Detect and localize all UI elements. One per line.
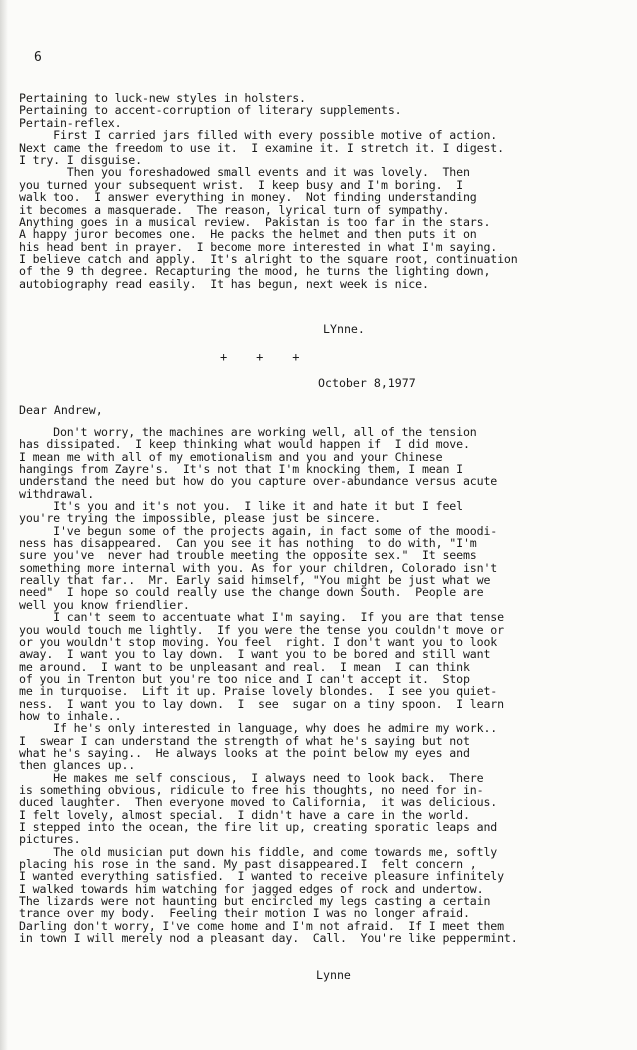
- letter-line: really that far.. Mr. Early said himself, "You might be just what we: [19, 573, 491, 588]
- letter-line: sure you've never had trouble meeting the opposite sex." It seems: [19, 548, 477, 563]
- letter-line: I felt lovely, almost special. I didn't have a care in the world.: [19, 807, 470, 822]
- letter-line: placing his rose in the sand. My past disappeared.I felt concern ,: [19, 857, 477, 872]
- letter-date: October 8,1977: [318, 376, 416, 390]
- letter-line: I wanted everything satisfied. I wanted to receive pleasure infinitely: [19, 869, 504, 884]
- letter-line: It's you and it's not you. I like it and hate it but I feel: [19, 499, 463, 514]
- letter-line: away. I want you to lay down. I want you to be bored and still want: [19, 647, 491, 662]
- letter-line: something more internal with you. As for your children, Colorado isn't: [19, 560, 498, 575]
- poem-line: Anything goes in a musical review. Pakistan is too far in the stars.: [19, 214, 491, 229]
- poem-line: I try. I disguise.: [19, 152, 142, 167]
- poem-line: Pertaining to accent-corruption of literary supplements.: [19, 103, 402, 118]
- letter-line: The old musician put down his fiddle, and come towards me, softly: [19, 844, 498, 859]
- poem-line: Then you foreshadowed small events and it was lovely. Then: [19, 165, 470, 180]
- letter-line: hangings from Zayre's. It's not that I'm knocking them, I mean I: [19, 462, 463, 477]
- poem-line: autobiography read easily. It has begun, next week is nice.: [19, 276, 429, 291]
- poem-signature: LYnne.: [323, 322, 365, 336]
- letter-line: or you wouldn't stop moving. You feel right. I don't want you to look: [19, 634, 498, 649]
- letter-line: withdrawal.: [19, 486, 95, 501]
- letter-line: of you in Trenton but you're too nice and I can't accept it. Stop: [19, 671, 470, 686]
- letter-line: duced laughter. Then everyone moved to California, it was delicious.: [19, 795, 498, 810]
- letter-line: me in turquoise. Lift it up. Praise lovely blondes. I see you quiet-: [19, 684, 498, 699]
- letter-line: what he's saying.. He always looks at the point below my eyes and: [19, 745, 470, 760]
- letter-line: I can't seem to accentuate what I'm saying. If you are that tense: [19, 610, 504, 625]
- poem-line: I believe catch and apply. It's alright to the square root, continuation: [19, 252, 518, 267]
- poem-text: [19, 92, 518, 290]
- letter-line: you would touch me lightly. If you were the tense you couldn't move or: [19, 622, 504, 637]
- letter-line: I've begun some of the projects again, in fact some of the moodi-: [19, 523, 498, 538]
- poem-line: his head bent in prayer. I become more interested in what I'm saying.: [19, 239, 498, 254]
- letter-line: ness has disappeared. Can you see it has nothing to do with, "I'm: [19, 536, 477, 551]
- letter-line: how to inhale..: [19, 708, 122, 723]
- poem-line: Next came the freedom to use it. I examine it. I stretch it. I digest.: [19, 140, 504, 155]
- letter-line: I mean me with all of my emotionalism and you and your Chinese: [19, 449, 443, 464]
- letter-line: well you know friendlier.: [19, 597, 190, 612]
- letter-line: Darling don't worry, I've come home and I'm not afraid. If I meet them: [19, 918, 504, 933]
- poem-line: of the 9 th degree. Recapturing the mood, he turns the lighting down,: [19, 264, 491, 279]
- letter-salutation: Dear Andrew,: [19, 403, 103, 417]
- letter-line: pictures.: [19, 832, 81, 847]
- letter-line: has dissipated. I keep thinking what would happen if I did move.: [19, 437, 470, 452]
- letter-line: I stepped into the ocean, the fire lit up, creating sporatic leaps and: [19, 820, 498, 834]
- letter-signature: Lynne: [316, 968, 351, 982]
- poem-line: it becomes a masquerade. The reason, lyrical turn of sympathy.: [19, 202, 450, 217]
- scan-edge-shadow: [0, 0, 8, 1050]
- letter-line: understand the need but how do you capture over-abundance versus acute: [19, 474, 498, 489]
- letter-line: He makes me self conscious, I always need to look back. There: [19, 770, 484, 785]
- letter-line: me around. I want to be unpleasant and real. I mean I can think: [19, 659, 470, 674]
- letter-line: in town I will merely nod a pleasant day. Call. You're like peppermint.: [19, 931, 518, 946]
- letter-line: ness. I want you to lay down. I see sugar on a tiny spoon. I learn: [19, 696, 504, 711]
- page-number: 6: [34, 50, 42, 65]
- letter-body: [19, 426, 518, 944]
- letter-line: trance over my body. Feeling their motion I was no longer afraid.: [19, 906, 470, 921]
- letter-line: then glances up..: [19, 758, 136, 773]
- letter-line: The lizards were not haunting but encircled my legs casting a certain: [19, 894, 491, 909]
- letter-line: Don't worry, the machines are working well, all of the tension: [19, 425, 477, 439]
- letter-line: need" I hope so could really use the change down South. People are: [19, 585, 484, 600]
- letter-line: If he's only interested in language, why does he admire my work..: [19, 721, 498, 736]
- poem-line: walk too. I answer everything in money. Not finding understanding: [19, 190, 477, 205]
- poem-line: Pertaining to luck-new styles in holsters.: [19, 91, 306, 105]
- section-divider: + + +: [220, 350, 300, 364]
- poem-line: First I carried jars filled with every possible motive of action.: [19, 128, 498, 143]
- poem-line: Pertain-reflex.: [19, 115, 122, 130]
- poem-line: you turned your subsequent wrist. I keep busy and I'm boring. I: [19, 177, 463, 192]
- poem-line: A happy juror becomes one. He packs the helmet and then puts it on: [19, 227, 477, 242]
- letter-line: I walked towards him watching for jagged edges of rock and undertow.: [19, 881, 484, 896]
- letter-line: you're trying the impossible, please just be sincere.: [19, 511, 381, 526]
- letter-line: I swear I can understand the strength of what he's saying but not: [19, 733, 470, 748]
- letter-line: is something obvious, ridicule to free his thoughts, no need for in-: [19, 782, 484, 797]
